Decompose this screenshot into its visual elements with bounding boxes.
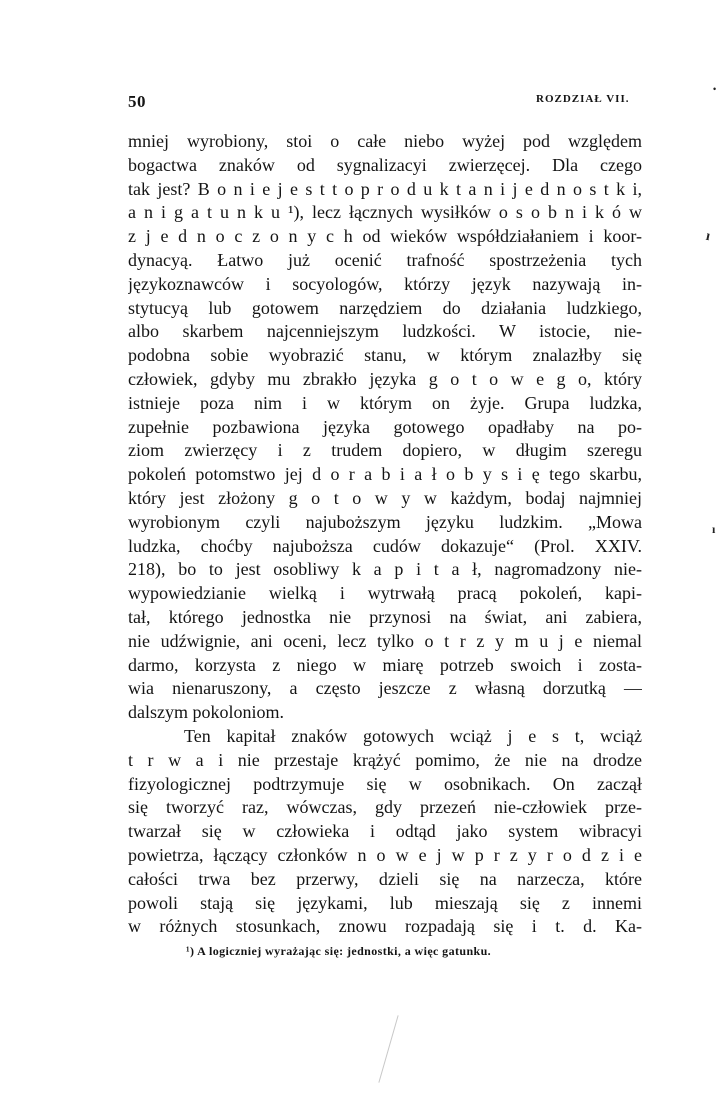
text-line: wia nienaruszony, a często jeszcze z własną dorzutką — <box>128 678 642 699</box>
text-line: wypowiedzianie wielką i wytrwałą pracą pokoleń, kapi- <box>128 583 642 604</box>
text-line: stytucyą lub gotowem narzędziem do działania ludzkiego, <box>128 297 642 318</box>
text-line: językoznawców i socyologów, którzy język nazywają in- <box>128 273 642 294</box>
text-line: człowiek, gdyby mu zbrakło języka g o t o w e g o, który <box>128 368 642 389</box>
footnote-marker: ¹) <box>186 944 195 958</box>
text-line: dynacyą. Łatwo już ocenić trafność spostrzeżenia tych <box>128 249 642 270</box>
text-line: ludzka, choćby najuboższa cudów dokazuje“ (Prol. XXIV. <box>128 535 642 556</box>
text-line: a n i g a t u n k u ¹), lecz łącznych wysiłków o s o b n i k ó w <box>128 202 642 223</box>
text-line-paragraph-start: Ten kapitał znaków gotowych wciąż j e s t, wciąż <box>184 725 642 746</box>
footnote <box>186 944 491 959</box>
page-number: 50 <box>128 92 146 111</box>
text-line: podobna sobie wyobrazić stanu, w którym znalazłby się <box>128 345 642 366</box>
paper-scratch <box>378 1015 398 1083</box>
text-line: z j e d n o c z o n y c h od wieków współdziałaniem i koor- <box>128 226 642 247</box>
text-line: twarzał się w człowieka i odtąd jako system wibracyi <box>128 821 642 842</box>
text-line: powietrza, łączący członków n o w e j w p r z y r o d z i e <box>128 844 642 865</box>
text-line: się tworzyć raz, wówczas, gdy przezeń nie-człowiek prze- <box>128 797 642 818</box>
text-line: istnieje poza nim i w którym on żyje. Grupa ludzka, <box>128 392 642 413</box>
text-line: fizyologicznej podtrzymuje się w osobnikach. On zaczął <box>128 773 642 794</box>
text-line: albo skarbem najcenniejszym ludzkości. W istocie, nie- <box>128 321 642 342</box>
text-line: t r w a i nie przestaje krążyć pomimo, że nie na drodze <box>128 749 642 770</box>
margin-mark: ı <box>712 522 716 536</box>
text-line: powoli stają się językami, lub mieszają się z innemi <box>128 892 642 913</box>
text-line: mniej wyrobiony, stoi o całe niebo wyżej pod względem <box>128 131 642 151</box>
footnote-text: A logiczniej wyrażając się: jednostki, a więc gatunku. <box>197 944 492 958</box>
text-line: bogactwa znaków od sygnalizacyi zwierzęcej. Dla czego <box>128 154 642 175</box>
text-line: który jest złożony g o t o w y w każdym, bodaj najmniej <box>128 487 642 508</box>
running-head: ROZDZIAŁ VII. <box>536 93 630 105</box>
text-line: 218), bo to jest osobliwy k a p i t a ł, nagromadzony nie- <box>128 559 642 580</box>
text-line: tał, którego jednostka nie przynosi na świat, ani zabiera, <box>128 606 642 627</box>
margin-mark: • <box>713 84 717 94</box>
text-line: tak jest? B o n i e j e s t t o p r o d u k t a n i j e d n o s t k i, <box>128 178 642 199</box>
text-line: wyrobionym czyli najuboższym języku ludzkim. „Mowa <box>128 511 642 532</box>
text-line: pokoleń potomstwo jej d o r a b i a ł o b y s i ę tego skarbu, <box>128 464 642 485</box>
text-line: zupełnie pozbawiona języka gotowego opadłaby na po- <box>128 416 642 437</box>
text-line: całości trwa bez przerwy, dzieli się na narzecza, które <box>128 868 642 889</box>
text-line: dalszym pokoloniom. <box>128 702 284 723</box>
body-text <box>128 130 642 939</box>
text-line: w różnych stosunkach, znowu rozpadają się i t. d. Ka- <box>128 916 642 937</box>
text-line: nie udźwignie, ani oceni, lecz tylko o t r z y m u j e niemal <box>128 630 642 651</box>
text-line: ziom zwierzęcy i z trudem dopiero, w długim szeregu <box>128 440 642 461</box>
margin-mark: ı <box>704 228 712 245</box>
text-line: darmo, korzysta z niego w miarę potrzeb swoich i zosta- <box>128 654 642 675</box>
